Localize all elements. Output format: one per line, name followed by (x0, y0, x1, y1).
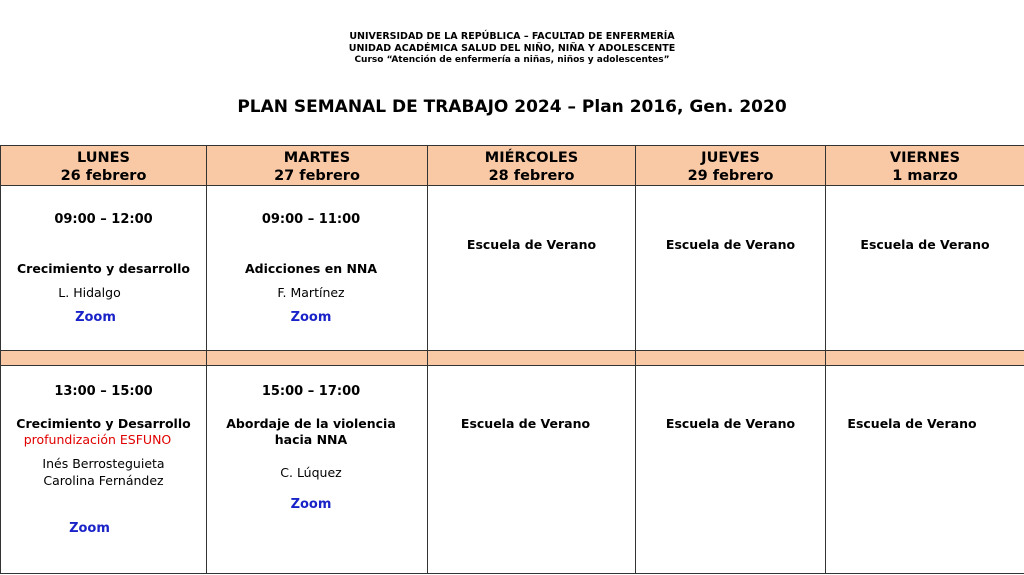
session-teacher: L. Hidalgo (58, 285, 121, 300)
afternoon-friday-cell (826, 366, 1024, 574)
summer-school-label: Escuela de Verano (460, 416, 591, 431)
summer-school-label: Escuela de Verano (665, 416, 796, 431)
session-teacher: F. Martínez (277, 285, 345, 300)
afternoon-monday-cell (1, 366, 207, 574)
day-date: 29 febrero (687, 168, 774, 184)
day-date: 27 febrero (274, 168, 360, 184)
morning-friday-cell (826, 186, 1024, 351)
zoom-link[interactable]: Zoom (290, 497, 332, 512)
session-time: 13:00 – 15:00 (54, 384, 153, 399)
summer-school-label: Escuela de Verano (466, 237, 597, 252)
afternoon-thursday-cell (636, 366, 826, 574)
day-header-friday (826, 146, 1024, 186)
summer-school-label: Escuela de Verano (847, 416, 977, 431)
zoom-link[interactable]: Zoom (290, 310, 332, 325)
unit-header: UNIDAD ACADÉMICA SALUD DEL NIÑO, NIÑA Y ADOLESCENTE (348, 43, 676, 54)
session-time: 09:00 – 11:00 (261, 212, 361, 227)
afternoon-tuesday-cell (207, 366, 428, 574)
day-date: 26 febrero (60, 168, 147, 184)
session-topic: Crecimiento y Desarrollo (16, 416, 191, 431)
course-header: Curso “Atención de enfermería a niñas, niños y adolescentes” (354, 55, 670, 65)
day-name: JUEVES (701, 150, 760, 166)
session-topic: hacia NNA (274, 432, 348, 447)
day-header-wednesday (428, 146, 636, 186)
day-name: MARTES (283, 150, 351, 166)
session-topic: Crecimiento y desarrollo (17, 261, 190, 276)
afternoon-row (1, 366, 1024, 574)
session-time: 15:00 – 17:00 (261, 384, 361, 399)
morning-thursday-cell (636, 186, 826, 351)
page-title: PLAN SEMANAL DE TRABAJO 2024 – Plan 2016, Gen. 2020 (237, 97, 787, 117)
day-header-row (1, 146, 1024, 186)
session-teacher: Inés Berrosteguieta (42, 456, 165, 471)
day-name: LUNES (77, 150, 130, 166)
separator-row (1, 351, 1024, 366)
morning-wednesday-cell (428, 186, 636, 351)
session-topic: Abordaje de la violencia (226, 416, 396, 431)
day-name: MIÉRCOLES (484, 150, 579, 166)
morning-monday-cell (1, 186, 207, 351)
university-header: UNIVERSIDAD DE LA REPÚBLICA – FACULTAD DE ENFERMERÍA (349, 31, 675, 42)
day-header-monday (1, 146, 207, 186)
day-header-tuesday (207, 146, 428, 186)
day-name: VIERNES (889, 150, 961, 166)
summer-school-label: Escuela de Verano (665, 237, 796, 252)
morning-row (1, 186, 1024, 351)
weekly-plan-table (0, 145, 1024, 574)
morning-tuesday-cell (207, 186, 428, 351)
session-teacher: Carolina Fernández (43, 473, 164, 488)
afternoon-wednesday-cell (428, 366, 636, 574)
session-time: 09:00 – 12:00 (54, 212, 153, 227)
day-header-thursday (636, 146, 826, 186)
session-topic: Adicciones en NNA (244, 261, 378, 276)
session-teacher: C. Lúquez (280, 465, 342, 480)
zoom-link[interactable]: Zoom (69, 521, 110, 536)
day-date: 1 marzo (892, 168, 958, 184)
day-date: 28 febrero (488, 168, 575, 184)
summer-school-label: Escuela de Verano (860, 237, 990, 252)
zoom-link[interactable]: Zoom (75, 310, 116, 325)
session-note: profundización ESFUNO (23, 432, 172, 447)
